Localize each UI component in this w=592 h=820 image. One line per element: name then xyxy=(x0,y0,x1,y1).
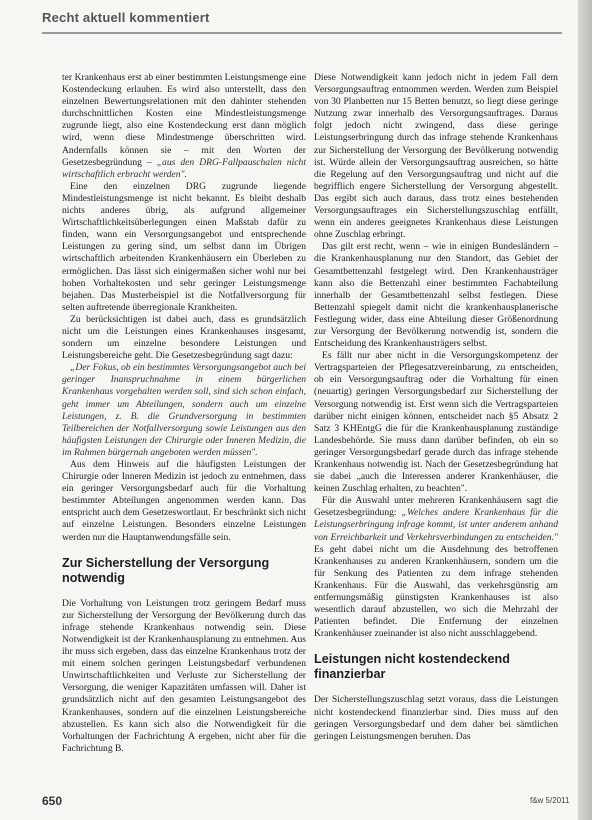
paragraph: Für die Auswahl unter mehreren Krankenhäusern sagt die Gesetzesbegründung: „Welches andere Krankenhaus für die Leistungserbringung infrage kommt, ist unter anderem anhand von Erreichbarkeit und Verkehrsverbindungen zu entscheiden." Es geht dabei nicht um die Ausdehnung des betroffenen Krankenhauses zu anderen Krankenhäusern, sondern um die für Senkung des Patienten zu dem infrage stehenden Krankenhaus. Für die Auswahl, das verkehrsgünstig am entfernungsmäßig günstigsten Krankenhauses ist also wesentlich darauf abzustellen, wo sich die Mehrzahl der Patienten befindet. Die Entfernung der einzelnen Krankenhäuser zueinander ist also nicht ausschlaggebend. xyxy=(314,495,559,640)
paragraph: Eine den einzelnen DRG zugrunde liegende Mindestleistungsmenge ist nicht bekannt. Es bleibt deshalb nichts anderes übrig, als aufgrund allgemeiner Wirtschaftlichkeitsüberlegungen einen Maßstab dafür zu finden, wann ein Versorgungsangebot und entsprechende Leistungen zu gering sind, um selbst dann im Übrigen wirtschaftlich arbeitenden Krankenhäusern ein Überleben zu ermöglichen. Das lässt sich einigermaßen sicher wohl nur bei hohen Vorhaltekosten und sehr geringer Leistungsmenge bejahen. Das Musterbeispiel ist die Notfallversorgung für selten auftretende überregionale Krankheiten. xyxy=(62,180,306,313)
paragraph: Diese Notwendigkeit kann jedoch nicht in jedem Fall dem Versorgungsauftrag entnommen werden. Werden zum Beispiel von 30 Planbetten nur 15 Betten benutzt, so liegt diese geringe Nutzung zwar innerhalb des Versorgungsauftrages. Daraus folgt jedoch nicht zwingend, dass diese geringe Leistungserbringung durch das infrage stehende Krankenhaus zur Sicherstellung der Versorgung der Bevölkerung notwendig ist. Würde allein der Versorgungsauftrag ausreichen, so hätte die Regelung auf den Versorgungsauftrag und nicht auf die begrifflich engere Sicherstellung der Versorgung abgestellt. Das ergibt sich auch daraus, dass trotz eines bestehenden Versorgungsauftrages ein Sicherstellungszuschlag entfällt, wenn ein anderes geeignetes Krankenhaus diese Leistungen ohne Zuschlag erbringt. xyxy=(314,72,558,241)
paragraph: Aus dem Hinweis auf die häufigsten Leistungen der Chirurgie oder Inneren Medizin ist jedoch zu entnehmen, dass ein geringer Versorgungsbedarf auch für die Vorhaltung bestimmter Abteilungen angenommen werden kann. Das entspricht auch dem Gesetzeswortlaut. Er beschränkt sich nicht auf einzelne Leistungen. Besonders einzelne Leistungen werden nur die Hauptanwendungsfälle sein. xyxy=(62,459,306,543)
paragraph: Die Vorhaltung von Leistungen trotz geringem Bedarf muss zur Sicherstellung der Versorgung der Bevölkerung durch das infrage stehende Krankenhaus notwendig sein. Diese Notwendigkeit ist der Krankenhausplanung zu entnehmen. Aus ihr muss sich ergeben, dass das einzelne Krankenhaus trotz der mit einem solchen geringen Leistungsbedarf verbundenen Unwirtschaftlichkeiten und Verluste zur Sicherstellung der Versorgung, die weniger Kapazitäten umfassen will. Daher ist grundsätzlich nicht auf den gesamten Leistungsangebot des Krankenhauses, sondern auf die einzelnen Leistungsbereiche abzustellen. Es kann sich also die Notwendigkeit für die Vorhaltungen der Fachrichtung A ergeben, nicht aber für die Fachrichtung B. xyxy=(62,597,306,754)
paragraph: Zu berücksichtigen ist dabei auch, dass es grundsätzlich nicht um die Leistungen eines Krankenhauses insgesamt, sondern um einzelne besondere Leistungen und Leistungsbereiche geht. Die Gesetzesbegründung sagt dazu: xyxy=(62,313,306,362)
quote: „Welches andere Krankenhaus für die Leistungserbringung infrage kommt, ist unter anderem anhand von Erreichbarkeit und Verkehrsverbindungen zu entscheiden." xyxy=(314,507,559,543)
quote: „aus den DRG-Fallpauschalen nicht wirtschaftlich erbracht werden". xyxy=(62,156,306,180)
header-rule xyxy=(42,32,562,34)
right-column xyxy=(314,72,558,743)
left-column xyxy=(62,72,306,755)
quote: „Der Fokus, ob ein bestimmtes Versorgungsangebot auch bei geringer Inanspruchnahme in einem bürgerlichen Krankenhaus vorgehalten werden soll, sind sich schon einfach, geht immer um Abteilungen, sondern auch um einzelne Leistungen, z. B. die Grundversorgung in bestimmten Teilbereichen der Notfallversorgung sowie Leistungen aus den häufigsten Leistungen der Chirurgie oder Inneren Medizin, die im Rahmen bürgernah angeboten werden müssen". xyxy=(62,362,306,458)
section-heading: Zur Sicherstellung der Versorgung notwendig xyxy=(62,555,270,585)
paragraph: Es fällt nur aber nicht in die Versorgungskompetenz der Vertragsparteien der Pflegesatzvereinbarung, zu entscheiden, ob ein Versorgungsauftrag oder die Vorhaltung für einen (neuartig) geringen Versorgungsbedarf zur Sicherstellung der Versorgung notwendig ist. Erst wenn sich die Vertragsparteien darüber nicht einigen können, entscheidet nach §5 Absatz 2 Satz 3 KHEntgG die für die Krankenhausplanung zuständige Landesbehörde. Sie muss dann darüber befinden, ob ein so geringer Versorgungsbedarf gerade durch das infrage stehende Krankenhaus notwendig ist. Nach der Gesetzesbegründung hat sie dabei „auch die Interessen anderer Krankenhäuser, die keinen Zuschlag erhalten, zu beachten". xyxy=(314,350,558,495)
paragraph: Das gilt erst recht, wenn – wie in einigen Bundesländern – die Krankenhausplanung nur den Standort, das Gebiet der Gesamtbettenzahl festgelegt wird. Den Krankenhausträger kann also die Bettenzahl einer bestimmten Fachabteilung innerhalb der Gesamtbettenzahl selbst festlegen. Diese Bettenzahl spiegelt damit nicht die krankenhausplanerische Festlegung wider, dass eine Abteilung dieser Größenordnung zur Versorgung der Bevölkerung notwendig ist, sondern die Entscheidung des Krankenhausträgers selbst. xyxy=(314,241,558,350)
page-edge xyxy=(578,0,592,820)
section-title: Recht aktuell kommentiert xyxy=(42,10,210,25)
paragraph: ter Krankenhaus erst ab einer bestimmten Leistungsmenge eine Kostendeckung erlauben. Es wird also unterstellt, dass den einzelnen Bewertungsrelationen mit den dahinter stehenden durchschnittlichen Kosten eine Mindestleistungsmenge zugrunde liegt, also eine Kostendeckung erst dann möglich wird, wenn diese Mindestmenge überschritten wird. Andernfalls können sie – mit den Worten der Gesetzesbegründung – „aus den DRG-Fallpauschalen nicht wirtschaftlich erbracht werden". xyxy=(62,72,306,180)
page-number: 650 xyxy=(42,794,63,808)
issue-label: f&w 5/2011 xyxy=(530,796,570,805)
section-heading: Leistungen nicht kostendeckend finanzierbar xyxy=(314,652,510,682)
paragraph: Der Sicherstellungszuschlag setzt voraus, dass die Leistungen nicht kostendeckend finanzierbar sind. Dies muss auf den geringen Versorgungsbedarf und dem daher bei sämtlichen geringen Leistungsmengen beruhen. Das xyxy=(314,694,558,742)
